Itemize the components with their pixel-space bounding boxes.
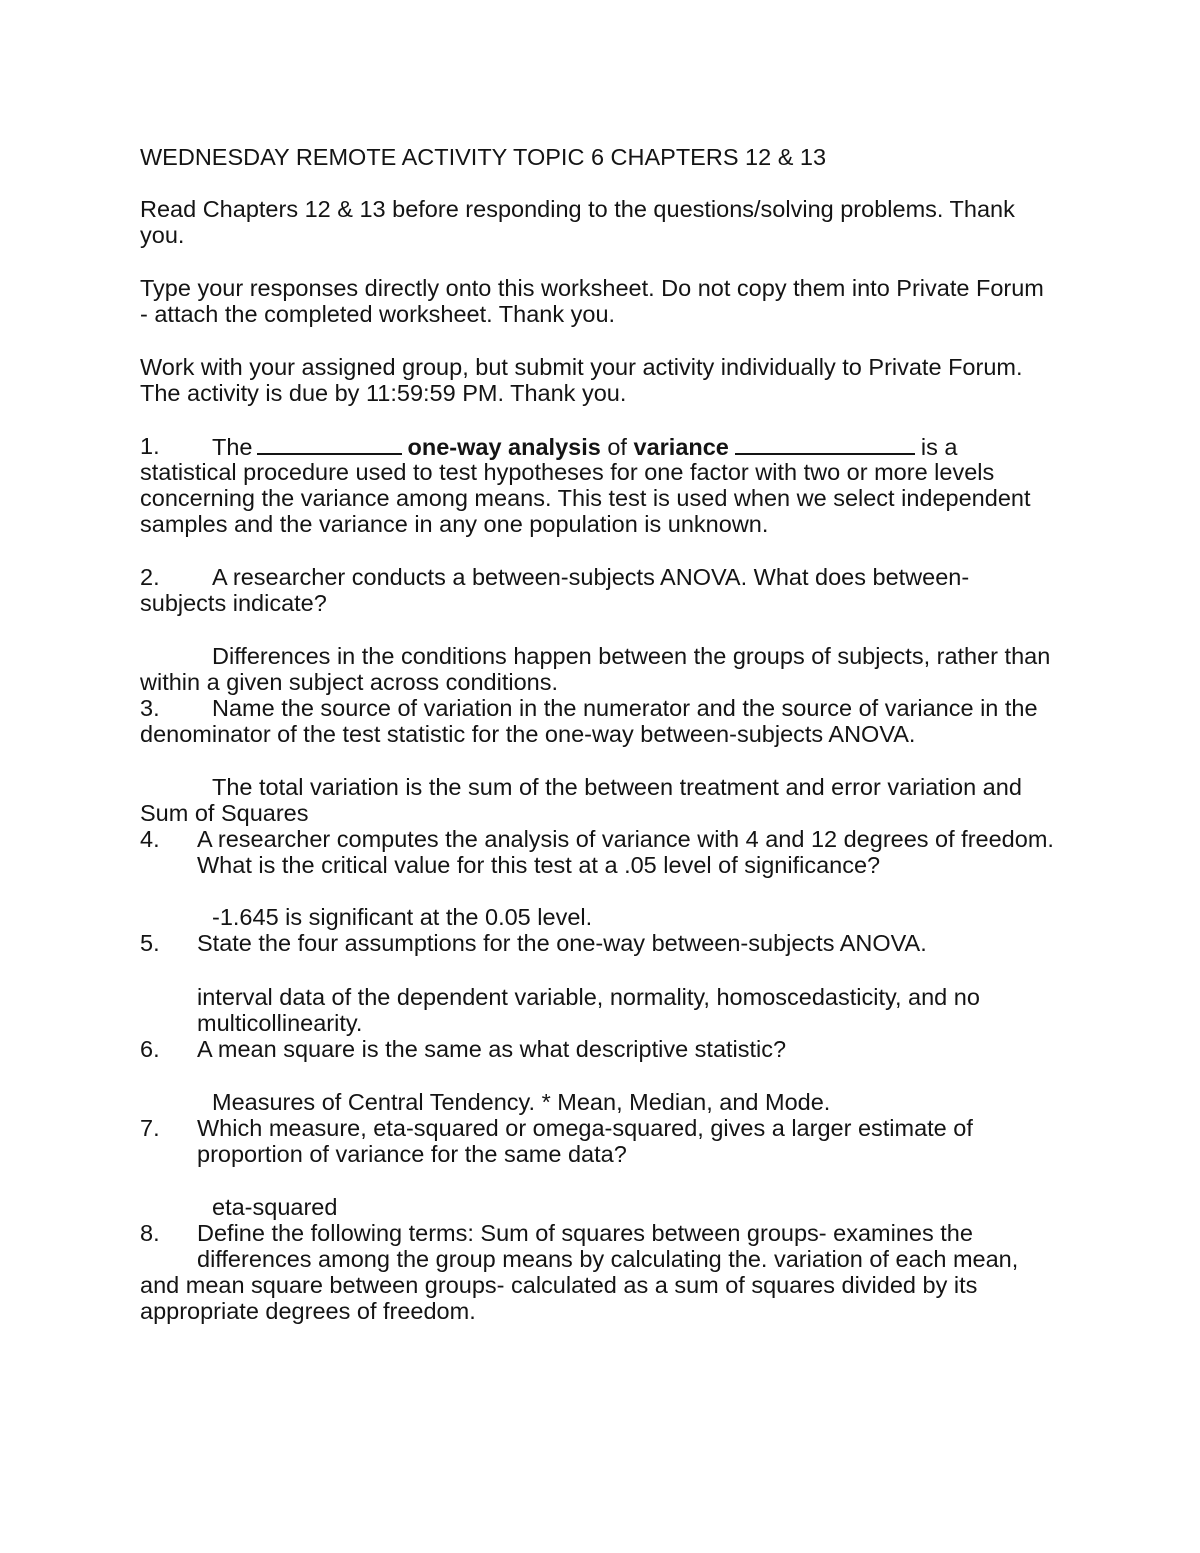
question-7-answer: eta-squared [212, 1194, 338, 1220]
question-6-line-1: A mean square is the same as what descriptive statistic? [197, 1036, 787, 1062]
question-8-line-4: appropriate degrees of freedom. [140, 1298, 476, 1324]
question-3-number: 3. [140, 695, 160, 721]
question-5-line-1: State the four assumptions for the one-way between-subjects ANOVA. [197, 930, 927, 956]
worksheet-title: WEDNESDAY REMOTE ACTIVITY TOPIC 6 CHAPTERS 12 & 13 [140, 144, 827, 170]
question-8-number: 8. [140, 1220, 160, 1246]
question-4-answer: -1.645 is significant at the 0.05 level. [212, 904, 593, 930]
question-1-tail: is a [920, 434, 958, 460]
question-4-line-1: A researcher computes the analysis of variance with 4 and 12 degrees of freedom. [197, 826, 1054, 852]
question-2-number: 2. [140, 564, 160, 590]
question-4-line-2: What is the critical value for this test at a .05 level of significance? [197, 852, 881, 878]
question-2-line-2: subjects indicate? [140, 590, 327, 616]
question-6-answer: Measures of Central Tendency. * Mean, Median, and Mode. [212, 1089, 831, 1115]
question-1-first-line [212, 433, 957, 460]
question-7-line-1: Which measure, eta-squared or omega-squared, gives a larger estimate of [197, 1115, 973, 1141]
question-7-number: 7. [140, 1115, 160, 1141]
question-3-answer-line-2: Sum of Squares [140, 800, 309, 826]
question-8-line-2: differences among the group means by calculating the. variation of each mean, [197, 1246, 1019, 1272]
intro-type-line-1: Type your responses directly onto this worksheet. Do not copy them into Private Forum [140, 275, 1044, 301]
question-7-line-2: proportion of variance for the same data? [197, 1141, 627, 1167]
question-5-number: 5. [140, 930, 160, 956]
question-3-line-2: denominator of the test statistic for the one-way between-subjects ANOVA. [140, 721, 916, 747]
question-1-answer-a: one-way analysis [407, 434, 601, 460]
question-1-line-3: concerning the variance among means. This test is used when we select independent [140, 485, 1031, 511]
question-6-number: 6. [140, 1036, 160, 1062]
intro-work-line-2: The activity is due by 11:59:59 PM. Thank you. [140, 380, 627, 406]
question-1-of: of [607, 434, 627, 460]
question-5-answer-line-1: interval data of the dependent variable, normality, homoscedasticity, and no [197, 984, 980, 1010]
question-4-number: 4. [140, 826, 160, 852]
question-3-line-1: Name the source of variation in the numerator and the source of variance in the [212, 695, 1038, 721]
question-1-line-4: samples and the variance in any one population is unknown. [140, 511, 769, 537]
question-2-line-1: A researcher conducts a between-subjects ANOVA. What does between- [212, 564, 970, 590]
question-1-answer-b: variance [633, 434, 729, 460]
intro-type-line-2: - attach the completed worksheet. Thank you. [140, 301, 616, 327]
question-1-the: The [212, 434, 253, 460]
question-5-answer-line-2: multicollinearity. [197, 1010, 363, 1036]
intro-work-line-1: Work with your assigned group, but submit your activity individually to Private Forum. [140, 354, 1023, 380]
question-3-answer-line-1: The total variation is the sum of the between treatment and error variation and [212, 774, 1022, 800]
intro-read-line-2: you. [140, 222, 185, 248]
question-1-blank-a [257, 433, 402, 455]
question-2-answer-line-1: Differences in the conditions happen between the groups of subjects, rather than [212, 643, 1051, 669]
question-1-blank-b [735, 433, 915, 455]
question-8-line-3: and mean square between groups- calculated as a sum of squares divided by its [140, 1272, 978, 1298]
question-1-number: 1. [140, 433, 160, 459]
question-8-line-1: Define the following terms: Sum of squares between groups- examines the [197, 1220, 973, 1246]
intro-read-line-1: Read Chapters 12 & 13 before responding to the questions/solving problems. Thank [140, 196, 1015, 222]
question-1-line-2: statistical procedure used to test hypotheses for one factor with two or more levels [140, 459, 995, 485]
question-2-answer-line-2: within a given subject across conditions. [140, 669, 558, 695]
